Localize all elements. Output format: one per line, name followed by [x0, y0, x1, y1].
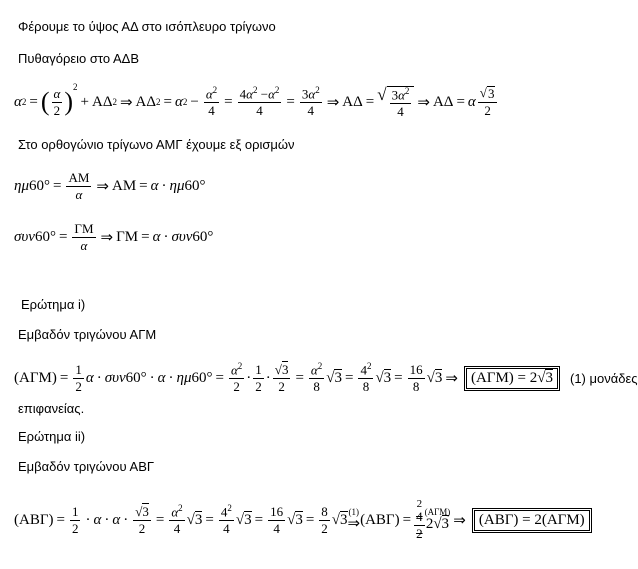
- question-ii-heading: Ερώτημα ii): [18, 429, 86, 444]
- area-agm-heading: Εμβαδόν τριγώνου ΑΓΜ: [18, 327, 157, 342]
- equation-cos60: συν 60° = $\frac{\Gamma M}{\alpha}$ ⇒ ΓΜ = α · συν 60°: [14, 220, 214, 253]
- equation-area-abg: ( ΑΒΓ ) = $\frac{1}{2}$ · α · α · $\frac{√3}{2}$ = $\frac{\alpha^2}{4}$ √ 3 = $\frac{4^2}{4}$ √ 3 = $\frac{16}{4}$ √ 3 = $\frac{8}{2}$ √ 3 (1) ⇒ ( ΑΒΓ ) = 2 $\frac{4}{2}$ (ΑΓΜ) 2√3 ⇒ (ΑΒΓ) = 2(ΑΓΜ): [14, 496, 592, 544]
- equation-sin60: ημ 60° = $\frac{AM}{\alpha}$ ⇒ ΑΜ = α · ημ 60°: [14, 169, 206, 202]
- pythagoras-heading: Πυθαγόρειο στο ΑΔΒ: [18, 51, 140, 66]
- result-box-abg: (ΑΒΓ) = 2(ΑΓΜ): [472, 508, 592, 533]
- result-box-agm: (ΑΓΜ) = 2√3: [464, 366, 560, 391]
- right-triangle-heading: Στο ορθογώνιο τρίγωνο ΑΜΓ έχουμε εξ ορισμών: [18, 137, 295, 152]
- area-abg-heading: Εμβαδόν τριγώνου ΑΒΓ: [18, 459, 155, 474]
- equation-pythagoras: α 2 = ( $\frac{\alpha}{2}$ ) $^2$ + ΑΔ 2 ⇒ ΑΔ 2 = α 2 − $\frac{\alpha^2}{4}$ = $\frac{4\alpha^2 -\alpha^2}{4}$ = $\frac{3\alpha^2}{4}$ ⇒ ΑΔ = √ $\frac{3\alpha^2}{4}$ ⇒ ΑΔ = α √ 3 2: [14, 82, 499, 122]
- intro-text: Φέρουμε το ύψος ΑΔ στο ισόπλευρο τρίγωνο: [18, 19, 276, 34]
- question-i-heading: Ερώτημα i): [21, 297, 86, 312]
- equation-area-agm: ( ΑΓΜ ) = $\frac{1}{2}$ α · συν 60° · α · ημ 60° = $\frac{\alpha^2}{2}$ · $\frac{1}{2}$ · $\frac{√3}{2}$ = $\frac{\alpha^2}{8}$ √ 3 = $\frac{4^2}{8}$ √ 3 = $\frac{16}{8}$ √ 3 ⇒ (ΑΓΜ) = 2√3 (1) μονάδες: [14, 361, 638, 395]
- units-text: επιφανείας.: [18, 401, 85, 416]
